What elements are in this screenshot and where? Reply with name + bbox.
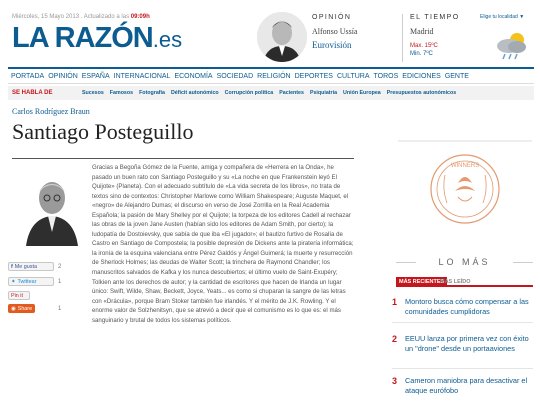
topic-link[interactable]: Presupuestos autonómicos xyxy=(386,90,457,96)
list-item-number: 3 xyxy=(392,376,398,386)
topic-link[interactable]: Pacientes xyxy=(279,90,304,96)
site-logo[interactable]: LA RAZÓN.es xyxy=(12,22,183,54)
date-line: Miércoles, 15 Mayo 2013 . Actualizado a las 09:09h xyxy=(12,14,150,20)
tab-mas-leido[interactable]: MÁS LEÍDO xyxy=(440,279,471,285)
list-item-link[interactable]: Montoro busca cómo compensar a las comunidades cumplidoras xyxy=(405,297,529,316)
se-habla-de-bar xyxy=(8,86,534,100)
topic-link[interactable]: Unión Europea xyxy=(343,90,381,96)
pinterest-button[interactable]: Pin it xyxy=(8,291,30,300)
nav-item-gente[interactable]: GENTE xyxy=(444,72,469,80)
nav-item-opinion[interactable]: OPINIÓN xyxy=(48,72,78,80)
topic-link[interactable]: Famosos xyxy=(109,90,134,96)
nav-item-sociedad[interactable]: SOCIEDAD xyxy=(216,72,254,80)
svg-text:WINNERS: WINNERS xyxy=(450,163,480,169)
topic-link[interactable]: Sucesos xyxy=(82,90,104,96)
share-count: 1 xyxy=(58,306,62,312)
topic-link[interactable]: Déficit autonómico xyxy=(170,90,219,96)
lomas-rule-right xyxy=(513,262,533,263)
share-button[interactable]: ◉ Share xyxy=(8,304,35,313)
cloud-sun-rain-icon xyxy=(493,30,531,60)
author-photo xyxy=(22,172,82,246)
winners-badge[interactable] xyxy=(398,135,532,235)
list-divider xyxy=(392,322,533,323)
nav-item-ediciones[interactable]: EDICIONES xyxy=(402,72,441,80)
lo-mas-title: LO MÁS xyxy=(438,257,491,267)
topic-link[interactable]: Psiquiatría xyxy=(309,90,338,96)
topic-link[interactable]: Fotografía xyxy=(139,90,165,96)
nav-item-portada[interactable]: PORTADA xyxy=(11,72,45,80)
twitter-icon: ✦ xyxy=(11,278,16,285)
nav-item-deportes[interactable]: DEPORTES xyxy=(294,72,333,80)
topic-link[interactable]: Corrupción política xyxy=(224,90,274,96)
list-item-number: 1 xyxy=(392,297,398,307)
facebook-count: 2 xyxy=(58,264,62,270)
nav-item-cultura[interactable]: CULTURA xyxy=(336,72,370,80)
twitter-count: 1 xyxy=(58,279,62,285)
nav-item-toros[interactable]: TOROS xyxy=(373,72,399,80)
nav-item-religion[interactable]: RELIGIÓN xyxy=(257,72,291,80)
facebook-like-button[interactable]: f Me gusta xyxy=(8,262,54,271)
list-item-link[interactable]: EEUU lanza por primera vez con éxito un "drone" desde un portaaviones xyxy=(405,334,529,353)
main-nav xyxy=(8,67,534,84)
list-divider xyxy=(392,368,533,369)
nav-item-economia[interactable]: ECONOMÍA xyxy=(174,72,213,80)
weather-min: Min. 7ºC xyxy=(410,51,433,57)
weather-city: Madrid xyxy=(410,27,434,36)
tweet-button[interactable]: ✦ Twittear xyxy=(8,277,54,286)
weather-location-select[interactable]: Elige tu localidad ▼ xyxy=(480,14,525,20)
share-icon: ◉ xyxy=(11,305,16,312)
weather-max: Max. 15ºC xyxy=(410,43,438,49)
opinion-section-title[interactable]: OPINIÓN xyxy=(312,14,352,21)
update-time: 09:09h xyxy=(130,14,150,20)
article-body: Gracias a Begoña Gómez de la Fuente, amiga y compañera de «Herrera en la Onda», he pasado un buen rato con Santiago Posteguillo y su «La noche en que Frankenstein leyó El Quijote» (Planeta). Con el adecuado subtítulo de «La vida secreta de los libros», no trata de textos sino de contextos: Christopher Marlowe como William Shakespeare; Auguste Maquet, el «negro» de Alejandro Dumas; el discurso en verso de José Zorrilla en la Real Academia Española; la pasión de Mary Shelley por el Quijote; la torpeza de los editores Cadell al rechazar las obras de la joven Jane Austen (habían sido los editores de Adam Smith, por cierto); la ludopatía de Dostoievsky, que sabía de que iba «El jugador»; el bautizo furtivo de Rosalía de Castro en Santiago de Compostela; la posible depresión de Dickens ante la piratería informática; la ironía de la esquina valenciana entre Pérez Galdós y Ángel Guimerá; la muerte y resurrección de Sherlock Holmes; las deudas de Walter Scott; la trinchera de Raymond Chandler; los manuscritos salvados de Kafka y los nunca descubiertos; el último vuelo de Saint-Exupéry; Tolkien ante los derechos de autor; y la cantidad de escritores que hacen de Irlanda un lugar único: Swift, Wilde, Shaw, Beckett, Joyce, Yeats... es como si chuparan la sangre de las letras con «Drácula», porque Bram Stoker también fue irlandés. Y el mérito de J.K. Rowling. Y el enorme valor de Solzhenitsyn, que se atrevió a decir que el comunismo es lo que es: el más sanguinario y brutal de todos los sistemas políticos. xyxy=(92,164,354,324)
facebook-icon: f xyxy=(11,263,13,270)
nav-item-internacional[interactable]: INTERNACIONAL xyxy=(113,72,171,80)
tab-mas-recientes[interactable]: MÁS RECIENTES xyxy=(396,277,447,287)
list-item-number: 2 xyxy=(392,334,398,344)
weather-title: EL TIEMPO xyxy=(410,14,460,21)
se-habla-label: SE HABLA DE xyxy=(12,90,53,96)
header-divider xyxy=(402,14,403,62)
list-item-link[interactable]: Cameron maniobra para desactivar el ataque eurófobo xyxy=(405,376,528,395)
headline-divider xyxy=(12,158,354,159)
opinion-author-photo[interactable] xyxy=(257,12,307,62)
opinion-column-link[interactable]: Eurovisión xyxy=(312,40,352,50)
opinion-author[interactable]: Alfonso Ussía xyxy=(312,27,358,36)
article-byline[interactable]: Carlos Rodríguez Braun xyxy=(12,107,90,116)
article-headline: Santiago Posteguillo xyxy=(12,119,194,144)
nav-item-espana[interactable]: ESPAÑA xyxy=(81,72,110,80)
